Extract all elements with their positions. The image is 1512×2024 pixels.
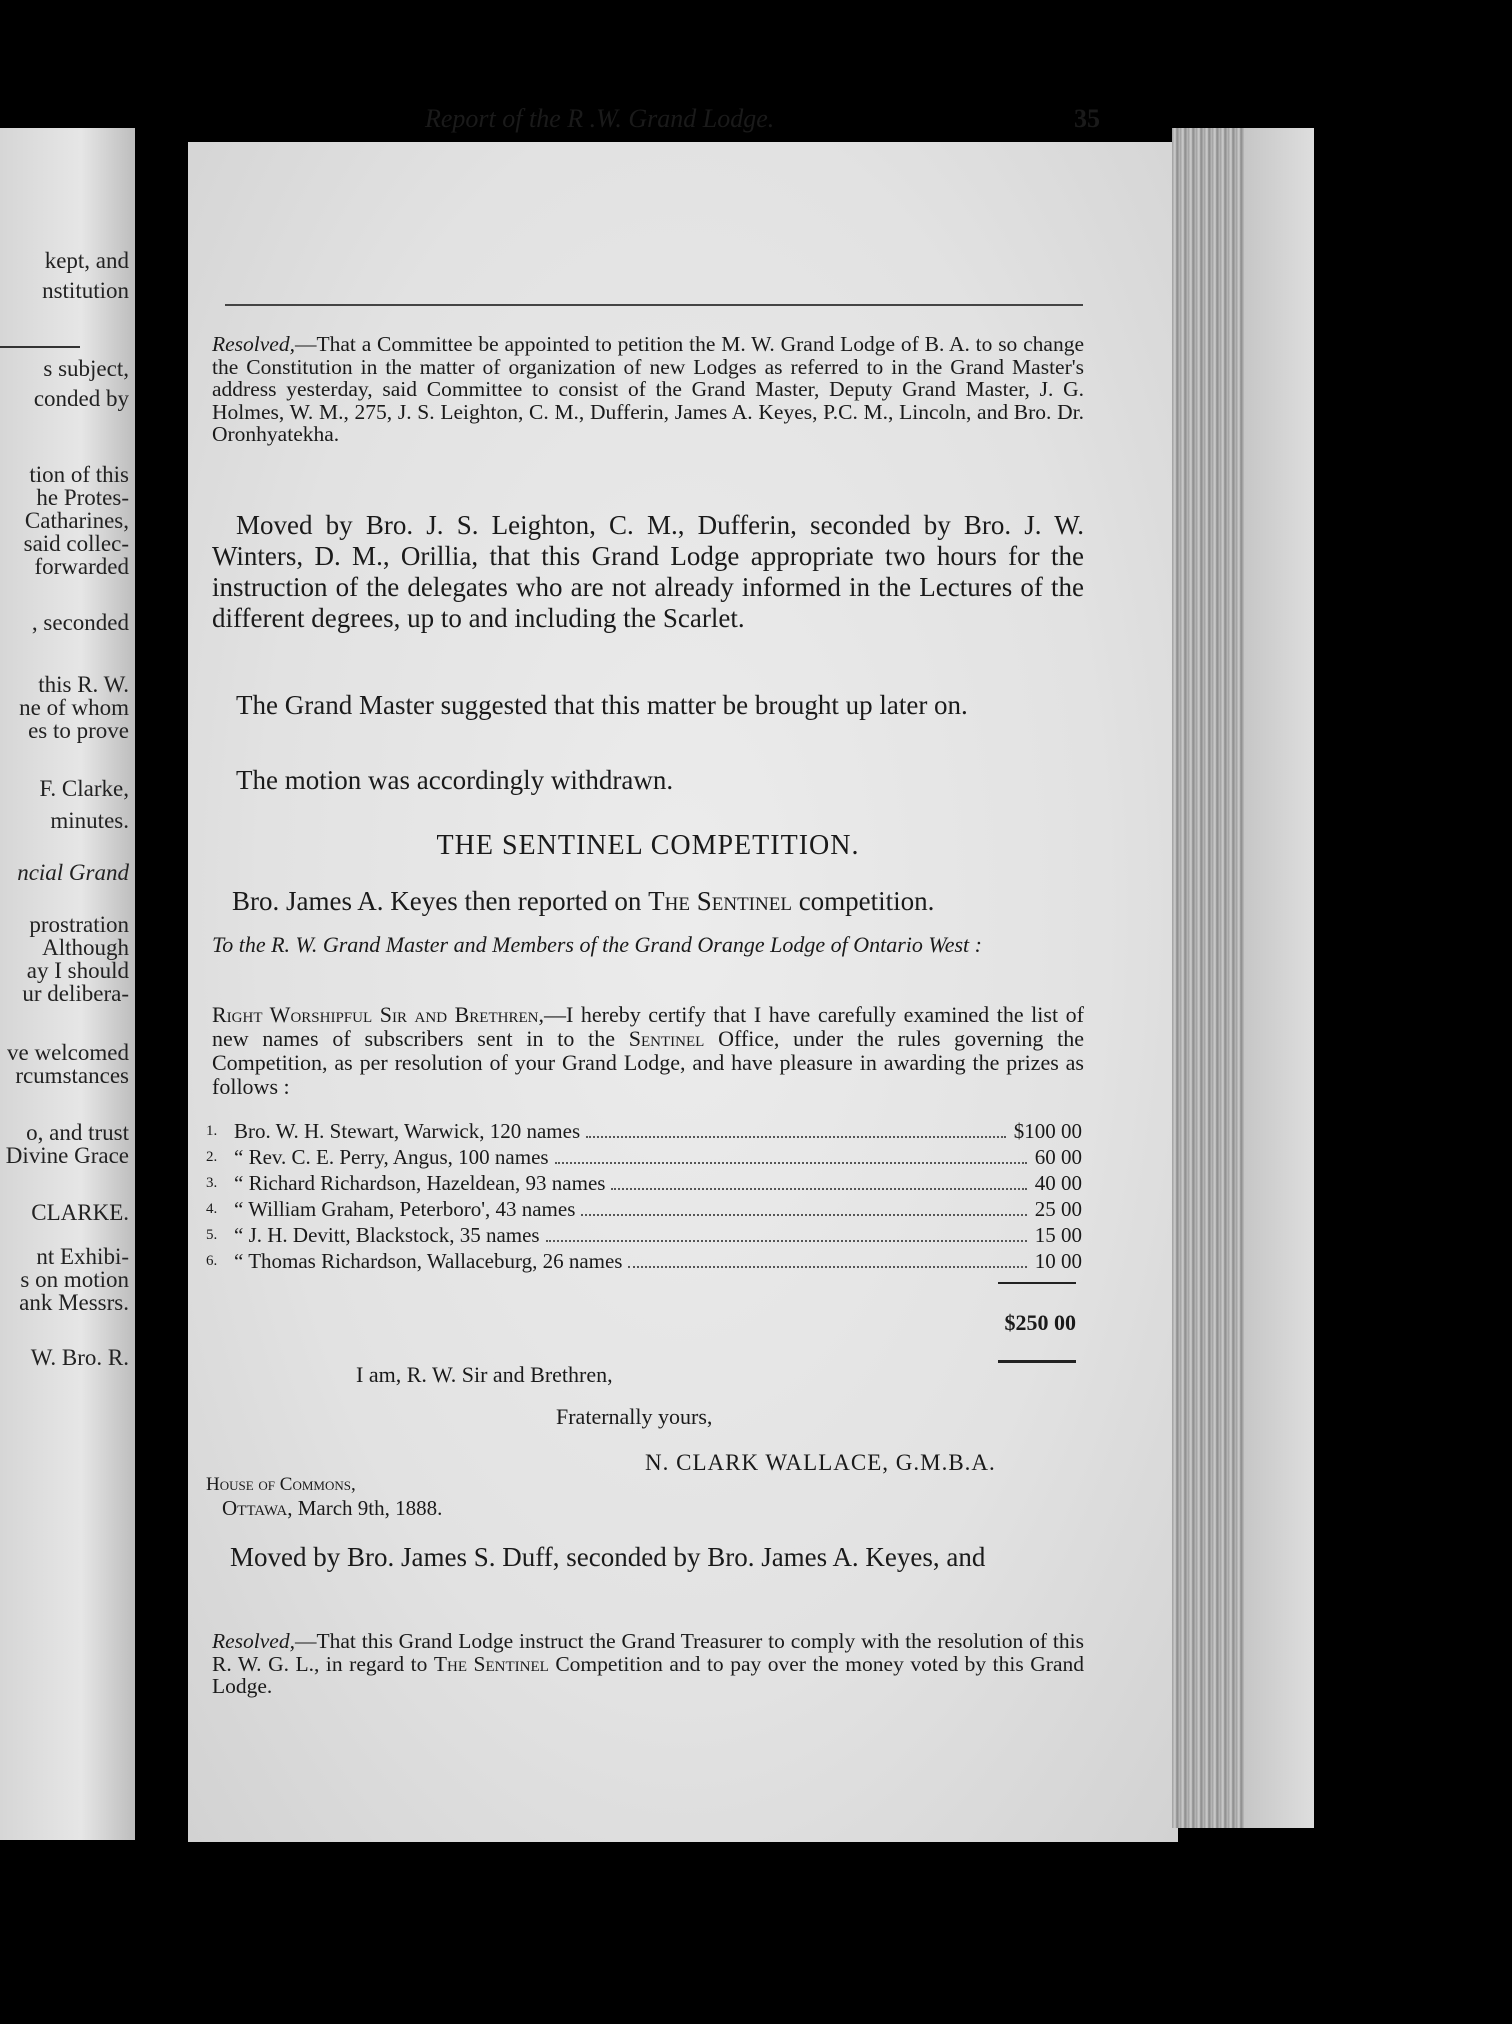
grand-master-note: The Grand Master suggested that this matter be brought up later on. (236, 690, 968, 720)
left-page-fragment: Divine Grace (5, 1143, 129, 1168)
left-page-fragment: minutes. (50, 808, 129, 833)
report-intro-after: competition. (791, 886, 935, 916)
page-stack-edge (1172, 128, 1244, 1828)
adjacent-left-page (0, 128, 135, 1840)
left-page-fragment: s on motion (20, 1267, 129, 1292)
prize-row (206, 1170, 1086, 1196)
addressee: To the R. W. Grand Master and Members of the Grand Orange Lodge of Ontario West : (212, 932, 982, 957)
prize-winner: “ Thomas Richardson, Wallaceburg, 26 names (234, 1249, 623, 1273)
prize-row (206, 1222, 1086, 1248)
leader-dots (581, 1212, 1027, 1216)
certification (212, 1003, 1084, 1099)
left-page-fragment: Although (42, 935, 129, 960)
leader-dots (546, 1238, 1027, 1242)
resolved-lead-2: Resolved, (212, 1629, 295, 1653)
left-page-fragment: CLARKE. (31, 1200, 129, 1225)
sentinel-name: The Sentinel (648, 886, 792, 916)
left-page-fragment: prostration (29, 912, 129, 937)
withdrawn-note: The motion was accordingly withdrawn. (236, 765, 674, 795)
left-page-fragment: s subject, (43, 356, 129, 381)
prize-amount: 15 00 (1034, 1223, 1082, 1247)
running-title: Report of the R .W. Grand Lodge. (425, 104, 775, 133)
report-intro-before: Bro. James A. Keyes then reported on (232, 886, 649, 916)
leader-dots (555, 1160, 1027, 1164)
left-page-fragment: ve welcomed (7, 1040, 129, 1065)
leader-dots (586, 1134, 1006, 1138)
prize-number: 2. (206, 1149, 218, 1165)
left-page-fragment: W. Bro. R. (30, 1345, 129, 1370)
left-page-fragment: es to prove (28, 718, 129, 743)
prize-amount: 10 00 (1034, 1249, 1082, 1273)
left-page-fragment: forwarded (34, 554, 129, 579)
place-line: House of Commons, (206, 1474, 356, 1495)
left-page-fragment: F. Clarke, (39, 776, 129, 801)
prize-number: 6. (206, 1253, 218, 1269)
prize-row (206, 1248, 1086, 1274)
left-page-rule (0, 346, 80, 348)
closing-fraternally: Fraternally yours, (556, 1404, 713, 1429)
left-page-fragment: nt Exhibi- (36, 1244, 129, 1269)
prize-number: 1. (206, 1123, 218, 1139)
leader-dots (628, 1264, 1027, 1268)
city: Ottawa, (222, 1496, 293, 1520)
resolution-text: —That a Committee be appointed to petition the M. W. Grand Lodge of B. A. to so change the Constitution in the matter of organization of new Lodges as referred to in the Grand Master's address yesterday, said Committee to consist of the Grand Master, Deputy Grand Master, J. G. Holmes, W. M., 275, J. S. Leighton, C. M., Dufferin, James A. Keyes, P.C. M., Lincoln, and Bro. Dr. Oronhyatekha. (212, 332, 1084, 446)
date: March 9th, 1888. (292, 1496, 443, 1520)
resolution-committee (212, 333, 1084, 446)
prize-winner: Bro. W. H. Stewart, Warwick, 120 names (234, 1119, 581, 1143)
prizes-total: $250 00 (1004, 1310, 1076, 1335)
sentinel-office-name: Sentinel (628, 1026, 705, 1051)
prize-winner: “ J. H. Devitt, Blackstock, 35 names (234, 1223, 540, 1247)
left-page-fragment: ncial Grand (17, 860, 129, 885)
prize-amount: 40 00 (1034, 1171, 1082, 1195)
prize-winner: “ Rev. C. E. Perry, Angus, 100 names (234, 1145, 549, 1169)
left-page-fragment: conded by (33, 386, 129, 411)
certification-text-b: Office, under the rules governing the Competition, as per resolution of your Grand Lodge, and have pleasure in awarding the prizes as follows : (212, 1026, 1084, 1099)
signature: N. CLARK WALLACE, G.M.B.A. (645, 1450, 996, 1475)
left-page-fragment: nstitution (42, 278, 129, 303)
resolution-treasurer (212, 1630, 1084, 1698)
left-page-fragment: rcumstances (15, 1063, 129, 1088)
left-page-fragment: he Protes- (36, 485, 129, 510)
resolved-lead: Resolved, (212, 332, 295, 356)
sentinel-name-2: The Sentinel (433, 1651, 549, 1676)
resolution2-text-a: —That this Grand Lodge instruct the Grand Treasurer to comply with the resolution of this R. W. G. L., in regard to (212, 1629, 1084, 1676)
left-page-fragment: , seconded (31, 610, 129, 635)
resolution2-text-b: Competition and to pay over the money voted by this Grand Lodge. (212, 1651, 1084, 1698)
prize-number: 4. (206, 1201, 218, 1217)
left-page-fragment: ne of whom (19, 695, 129, 720)
prize-amount: $100 00 (1013, 1119, 1082, 1143)
left-page-fragment: ur delibera- (22, 981, 129, 1006)
left-page-fragment: o, and trust (26, 1120, 129, 1145)
prize-number: 5. (206, 1227, 218, 1243)
total-rule-bottom (998, 1360, 1076, 1363)
left-page-fragment: tion of this (29, 462, 129, 487)
prize-row (206, 1196, 1086, 1222)
leader-dots (611, 1186, 1027, 1190)
prize-row (206, 1118, 1086, 1144)
report-intro (212, 886, 1084, 917)
left-page-fragment: this R. W. (38, 672, 129, 697)
date-line (222, 1496, 442, 1521)
section-heading: THE SENTINEL COMPETITION. (436, 830, 860, 861)
prize-row (206, 1144, 1086, 1170)
total-rule-top (998, 1282, 1076, 1284)
prize-number: 3. (206, 1175, 218, 1191)
left-page-fragment: ank Messrs. (19, 1290, 129, 1315)
page-number: 35 (1074, 104, 1100, 133)
left-page-fragment: said collec- (23, 531, 129, 556)
certification-text-a: —I hereby certify that I have carefully examined the list of new names of subscribers sent in to the (212, 1002, 1084, 1051)
prize-winner: “ Richard Richardson, Hazeldean, 93 names (234, 1171, 606, 1195)
prize-winner: “ William Graham, Peterboro', 43 names (234, 1197, 576, 1221)
left-page-fragment: ay I should (26, 958, 129, 983)
salutation: Right Worshipful Sir and Brethren, (212, 1002, 544, 1027)
left-page-fragment: kept, and (44, 248, 129, 273)
prize-amount: 25 00 (1034, 1197, 1082, 1221)
header-rule (225, 304, 1083, 306)
page-header (240, 104, 1100, 138)
motion-leighton: Moved by Bro. J. S. Leighton, C. M., Dufferin, seconded by Bro. J. W. Winters, D. M., Orillia, that this Grand Lodge appropriate two hours for the instruction of the delegates who are not already informed in the Lectures of the different degrees, up to and including the Scarlet. (212, 510, 1084, 633)
prize-amount: 60 00 (1034, 1145, 1082, 1169)
left-page-fragment: Catharines, (24, 508, 129, 533)
page-stack-margin (1244, 128, 1314, 1828)
closing-line: I am, R. W. Sir and Brethren, (356, 1362, 613, 1387)
motion-duff: Moved by Bro. James S. Duff, seconded by Bro. James A. Keyes, and (230, 1542, 986, 1572)
